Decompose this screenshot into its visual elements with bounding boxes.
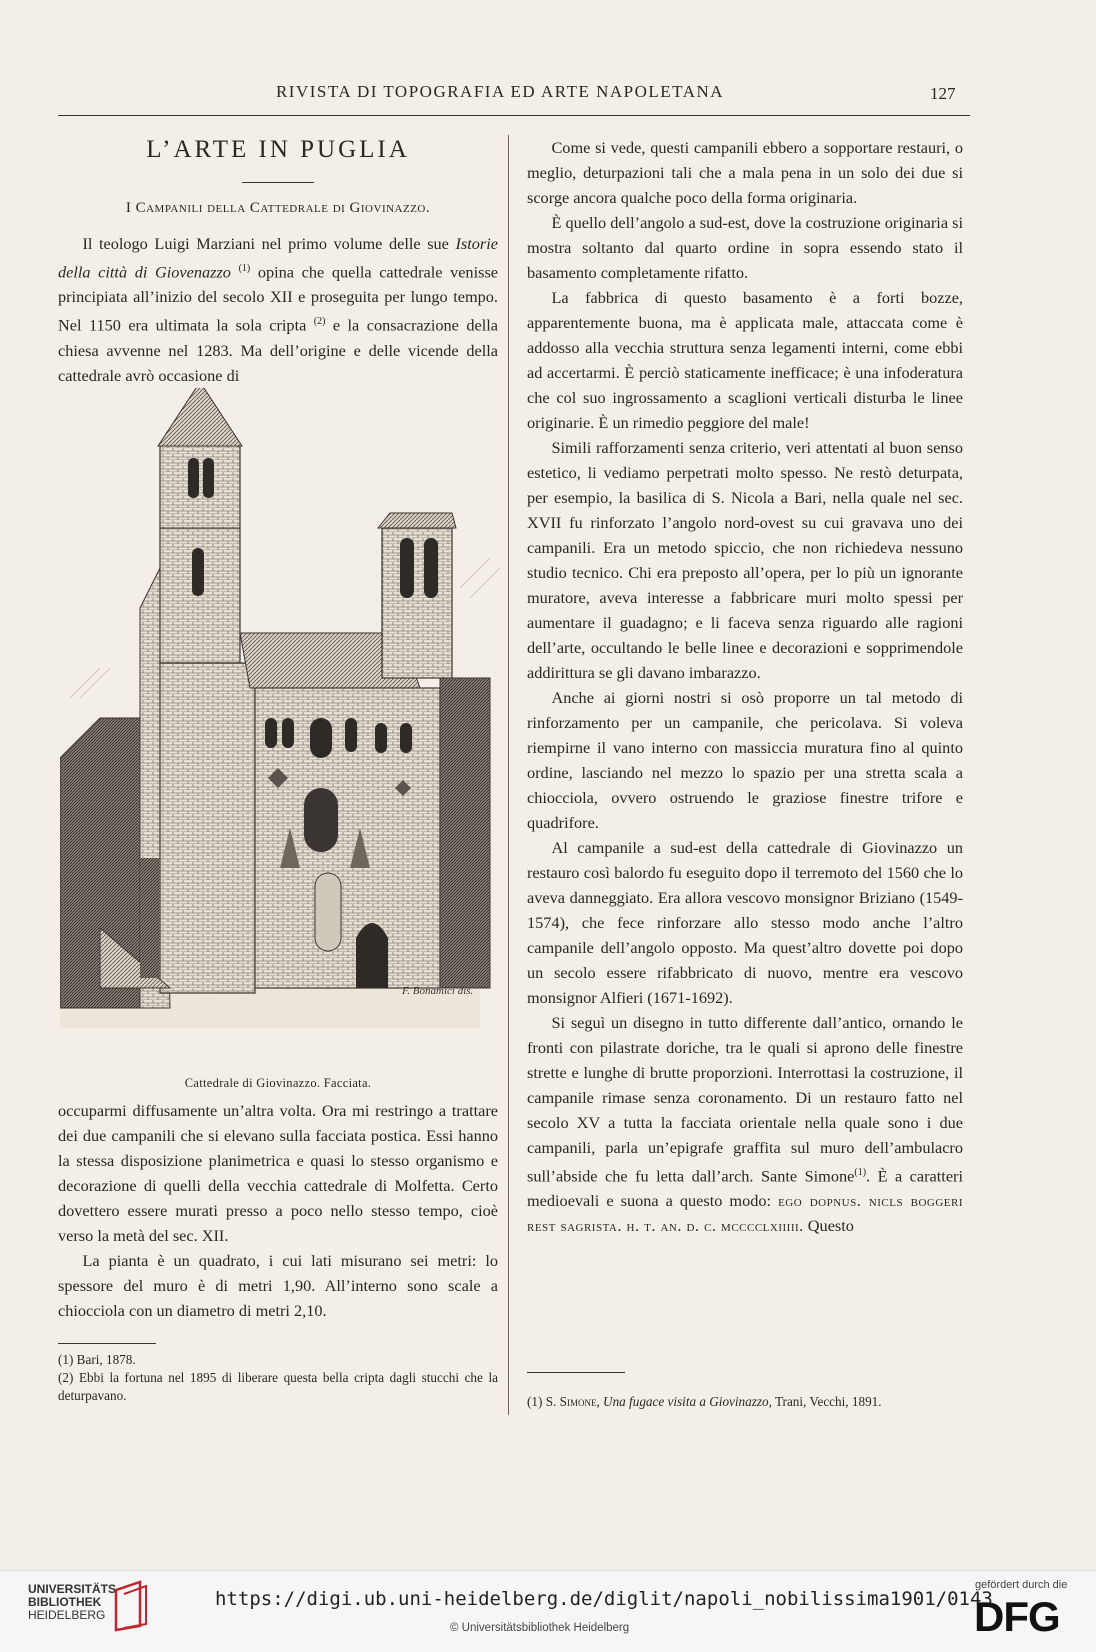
article-title: L’ARTE IN PUGLIA — [146, 136, 410, 163]
engraving-signature: F. Bonamici dis. — [402, 985, 474, 997]
footnote-ref-2[interactable]: (2) — [313, 316, 326, 328]
library-logo-icon — [112, 1580, 152, 1632]
library-line-1: UNIVERSITÄTS- — [28, 1582, 121, 1596]
right-footnote-rule — [527, 1372, 625, 1373]
dfg-logo: DFG — [974, 1593, 1060, 1640]
intro-paragraph — [58, 231, 498, 388]
left-continuation — [58, 1098, 498, 1323]
rfn-a: (1) — [527, 1394, 546, 1409]
right-footnote — [527, 1393, 963, 1411]
cathedral-engraving — [60, 388, 500, 1076]
footnote-rule — [58, 1343, 156, 1344]
epigraph: ego dopnus. nicls boggeri rest sagrista. h. t. an. d. c. mcccclxiiiii. — [527, 1191, 963, 1236]
header-rule — [58, 115, 970, 116]
title-rule — [242, 182, 314, 183]
right-paragraph: Al campanile a sud-est della cattedrale di Giovinazzo un restauro così balordo fu eseguito dopo il terremoto del 1560 che lo aveva danneggiato. Era allora vescovo monsignor Briziano (1549-1574), che fece rinforzare allo stesso modo anche l’altro campanile dell’angolo opposto. Ma quest’altro dovette poi dopo un secolo essere rifabbricato di nuovo, mentre era vescovo monsignor Alfieri (1671-1692). — [527, 838, 963, 1007]
permalink-url[interactable]: https://digi.ub.uni-heidelberg.de/diglit/napoli_nobilissima1901/0143 — [215, 1588, 993, 1610]
rfn-b: , — [596, 1394, 604, 1409]
right-last-text-b: . È a caratteri medioevali e suona a questo modo: — [527, 1166, 963, 1211]
left-paragraph: La pianta è un quadrato, i cui lati misurano sei metri: lo spessore del muro è di metri 1,90. All’interno sono scale a chiocciola con un diametro di metri 2,10. — [58, 1251, 498, 1320]
library-logo-text — [28, 1583, 120, 1622]
footnote-ref-3[interactable]: (1) — [854, 1167, 867, 1178]
right-paragraph: Come si vede, questi campanili ebbero a sopportare restauri, o meglio, deturpazioni tali che a mala pena in un solo dei due si scorge ancora qualche poco della forma originaria. — [527, 138, 963, 207]
library-line-2: BIBLIOTHEK — [28, 1595, 102, 1609]
intro-book-title: Istorie della città di Giovenazzo — [58, 234, 498, 282]
right-column — [527, 135, 963, 1238]
right-paragraph-last — [527, 1010, 963, 1238]
footnote-ref-1[interactable]: (1) — [238, 263, 251, 274]
running-title: RIVISTA DI TOPOGRAFIA ED ARTE NAPOLETANA — [275, 82, 725, 101]
article-subtitle: I Campanili della Cattedrale di Giovinazzo. — [125, 200, 431, 216]
rfn-author: S. Simone — [545, 1394, 597, 1409]
intro-text-b: opina che quella cattedrale venisse principiata all’inizio del secolo XII e proseguita per lungo tempo. Nel 1150 era ultimata la sola cripta — [58, 262, 498, 335]
intro-text-a: Il teologo Luigi Marziani nel primo volume delle sue — [82, 234, 456, 253]
right-last-text-c: Questo — [803, 1216, 854, 1236]
library-line-3: HEIDELBERG — [28, 1608, 106, 1622]
left-paragraph: occuparmi diffusamente un’altra volta. Ora mi restringo a trattare dei due campanili che si elevano sulla facciata postica. Essi hanno la stessa disposizione planimetrica e quasi lo stesso organismo e decorazione di quelli della vecchia cattedrale di Molfetta. Certo dovettero essere murati presso a poco nello stesso tempo, cioè verso la metà del sec. XII. — [58, 1101, 498, 1245]
right-last-text-a: Si seguì un disegno in tutto differente dall’antico, ornando le fronti con pilastrate doriche, tra le quali si aprono delle finestre strette e lunghe di brutte proporzioni. Interrottasi la costruzione, il campanile rimase senza coronamento. Di un restauro fatto nel secolo XV a tutta la facciata orientale nella quale sono i due campanili, parla un’epigrafe graffita sul muro dell’ambulacro sull’abside che fu letta dall’arch. Sante Simone — [527, 1013, 963, 1186]
right-paragraph: La fabbrica di questo basamento è a forti bozze, apparentemente buona, ma è applicata male, attaccata come è addosso alla vecchia struttura senza legamenti interni, come ebbi ad accertarmi. È perciò staticamente inefficace; è una infoderatura che col suo ingrossamento a scaglioni verticali disturba le linee originarie. È un rimedio peggiore del male! — [527, 288, 963, 432]
right-paragraph: Anche ai giorni nostri si osò proporre un tal metodo di rinforzamento per un campanile, che pericolava. Si voleva riempirne il vano interno con massiccia muratura fino al quinto ordine, lasciando nel mezzo lo spazio per una stretta scala a chiocciola, ovvero ostruendo le graziose finestre trifore e quadrifore. — [527, 688, 963, 832]
footnote-1: (1) Bari, 1878. — [58, 1352, 136, 1367]
footnote-2: (2) Ebbi la fortuna nel 1895 di liberare questa bella cripta dagli stucchi che la deturpavano. — [58, 1370, 498, 1403]
intro-text-c: e la consacrazione della chiesa avvenne nel 1283. Ma dell’origine e delle vicende della cattedrale avrò occasione di — [58, 315, 498, 385]
page-number: 127 — [930, 84, 956, 103]
rfn-title: Una fugace visita a Giovinazzo, — [603, 1394, 772, 1409]
copyright-notice: © Universitätsbibliothek Heidelberg — [450, 1622, 630, 1634]
left-footnotes — [58, 1351, 498, 1405]
rfn-c: Trani, Vecchi, 1891. — [771, 1394, 882, 1409]
footer-bar — [0, 1570, 1096, 1652]
right-paragraph: Simili rafforzamenti senza criterio, veri attentati al buon senso estetico, li vediamo perpetrati molto spesso. Ne restò deturpata, per esempio, la basilica di S. Nicola a Bari, nella quale nel sec. XVII fu rinforzato l’angolo nord-ovest su cui gravava uno dei campanili. Era un metodo spiccio, che non richiedeva nessuno studio tecnico. Chi era preposto all’opera, per lo più un ignorante muratore, aveva interesse a fabbricare muri molto spessi per aumentare il guadagno; e li faceva senza riguardo alle ragioni dell’arte, occultando le belle linee e decorazioni e sopprimendole addirittura se gli davano imbarazzo. — [527, 438, 963, 682]
right-paragraph: È quello dell’angolo a sud-est, dove la costruzione originaria si mostra soltanto dal quarto ordine in sopra essendo stato il basamento completamente rifatto. — [527, 213, 963, 282]
column-rule — [508, 135, 509, 1415]
figure-caption: Cattedrale di Giovinazzo. Facciata. — [184, 1076, 372, 1090]
funding-label: gefördert durch die — [975, 1579, 1068, 1591]
